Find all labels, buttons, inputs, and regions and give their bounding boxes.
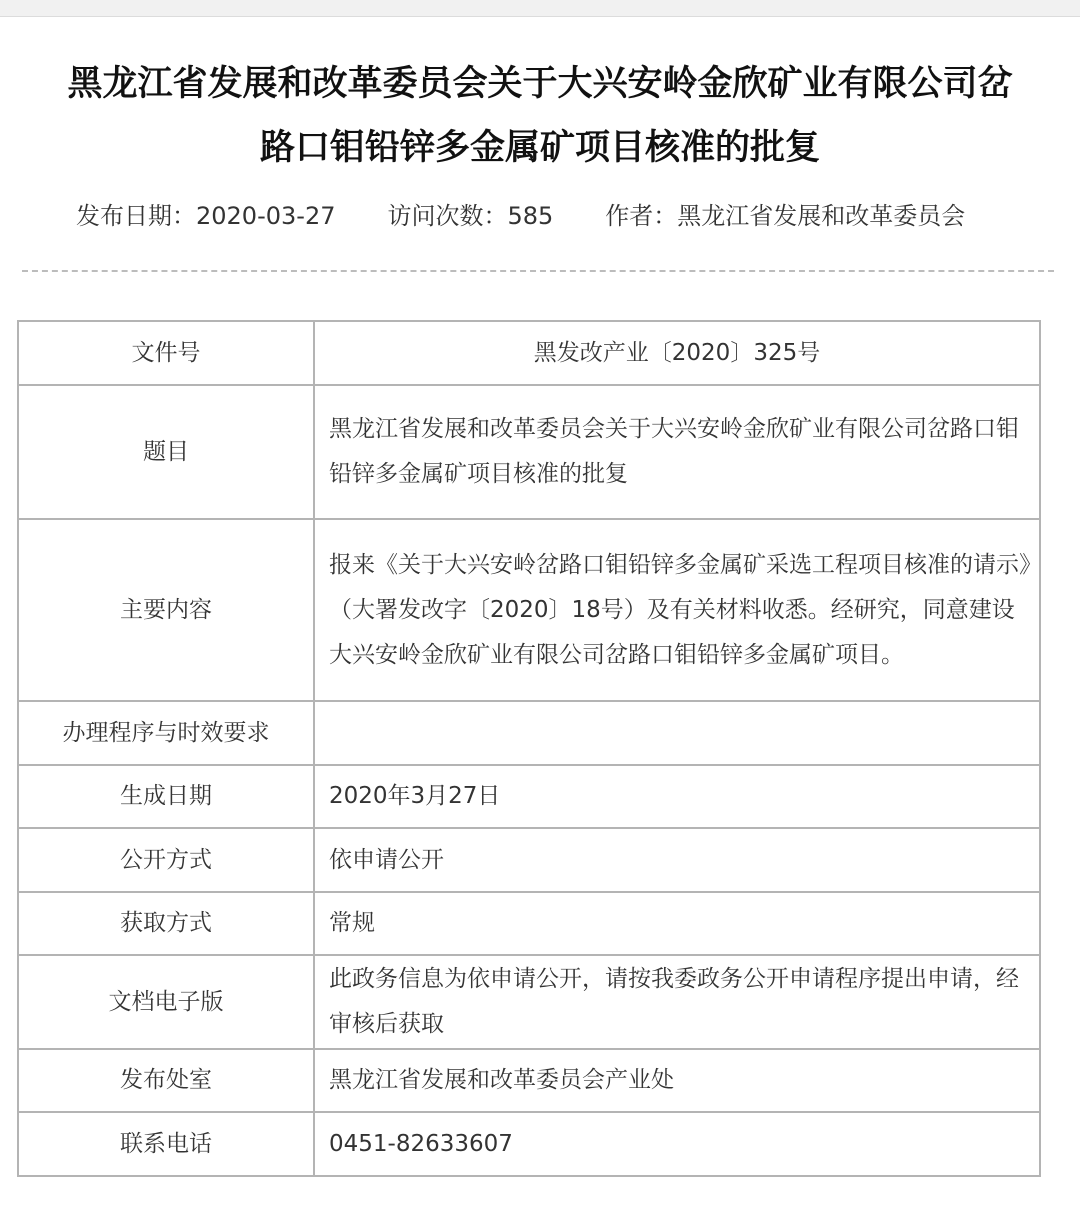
title-line-1: 黑龙江省发展和改革委员会关于大兴安岭金欣矿业有限公司岔 (67, 64, 1013, 104)
disclosure-method-value: 依申请公开 (314, 828, 1040, 892)
electronic-version-value: 此政务信息为依申请公开，请按我委政务公开申请程序提出申请，经审核后获取 (314, 955, 1040, 1049)
subject-value: 黑龙江省发展和改革委员会关于大兴安岭金欣矿业有限公司岔路口钼铅锌多金属矿项目核准的批复 (314, 385, 1040, 519)
author-label: 作者： (605, 202, 678, 230)
author: 黑龙江省发展和改革委员会 (677, 202, 966, 230)
table-row-phone (18, 1112, 1040, 1176)
table-row-electronic-version (18, 955, 1040, 1049)
document-info-table (17, 320, 1041, 1177)
row-label: 生成日期 (18, 765, 314, 828)
row-label: 联系电话 (18, 1112, 314, 1176)
table-row-publishing-office (18, 1049, 1040, 1112)
dashed-divider (22, 270, 1054, 272)
table-row-subject (18, 385, 1040, 519)
row-label: 题目 (18, 385, 314, 519)
table-row-main-content (18, 519, 1040, 701)
access-method-value: 常规 (314, 892, 1040, 955)
title-line-2: 路口钼铅锌多金属矿项目核准的批复 (259, 128, 820, 168)
table-row-disclosure-method (18, 828, 1040, 892)
publishing-office-value: 黑龙江省发展和改革委员会产业处 (314, 1049, 1040, 1112)
page-title (0, 52, 1080, 180)
row-label: 获取方式 (18, 892, 314, 955)
publish-date-label: 发布日期： (76, 202, 196, 230)
article-meta (76, 196, 965, 236)
table-row-generated-date (18, 765, 1040, 828)
procedure-value (314, 701, 1040, 765)
visits-label: 访问次数： (387, 202, 508, 230)
browser-top-bar (0, 0, 1080, 17)
generated-date-value: 2020年3月27日 (314, 765, 1040, 828)
row-label: 公开方式 (18, 828, 314, 892)
file-number-value: 黑发改产业〔2020〕325号 (314, 321, 1040, 385)
visit-count: 585 (507, 202, 554, 230)
row-label: 文件号 (18, 321, 314, 385)
table-row-file-number (18, 321, 1040, 385)
row-label: 主要内容 (18, 519, 314, 701)
table-row-procedure (18, 701, 1040, 765)
phone-value: 0451-82633607 (314, 1112, 1040, 1176)
table-row-access-method (18, 892, 1040, 955)
row-label: 文档电子版 (18, 955, 314, 1049)
row-label: 发布处室 (18, 1049, 314, 1112)
row-label: 办理程序与时效要求 (18, 701, 314, 765)
main-content-value: 报来《关于大兴安岭岔路口钼铅锌多金属矿采选工程项目核准的请示》（大署发改字〔2020〕18号）及有关材料收悉。经研究，同意建设大兴安岭金欣矿业有限公司岔路口钼铅锌多金属矿项目。 (314, 519, 1040, 701)
publish-date: 2020-03-27 (196, 202, 336, 230)
